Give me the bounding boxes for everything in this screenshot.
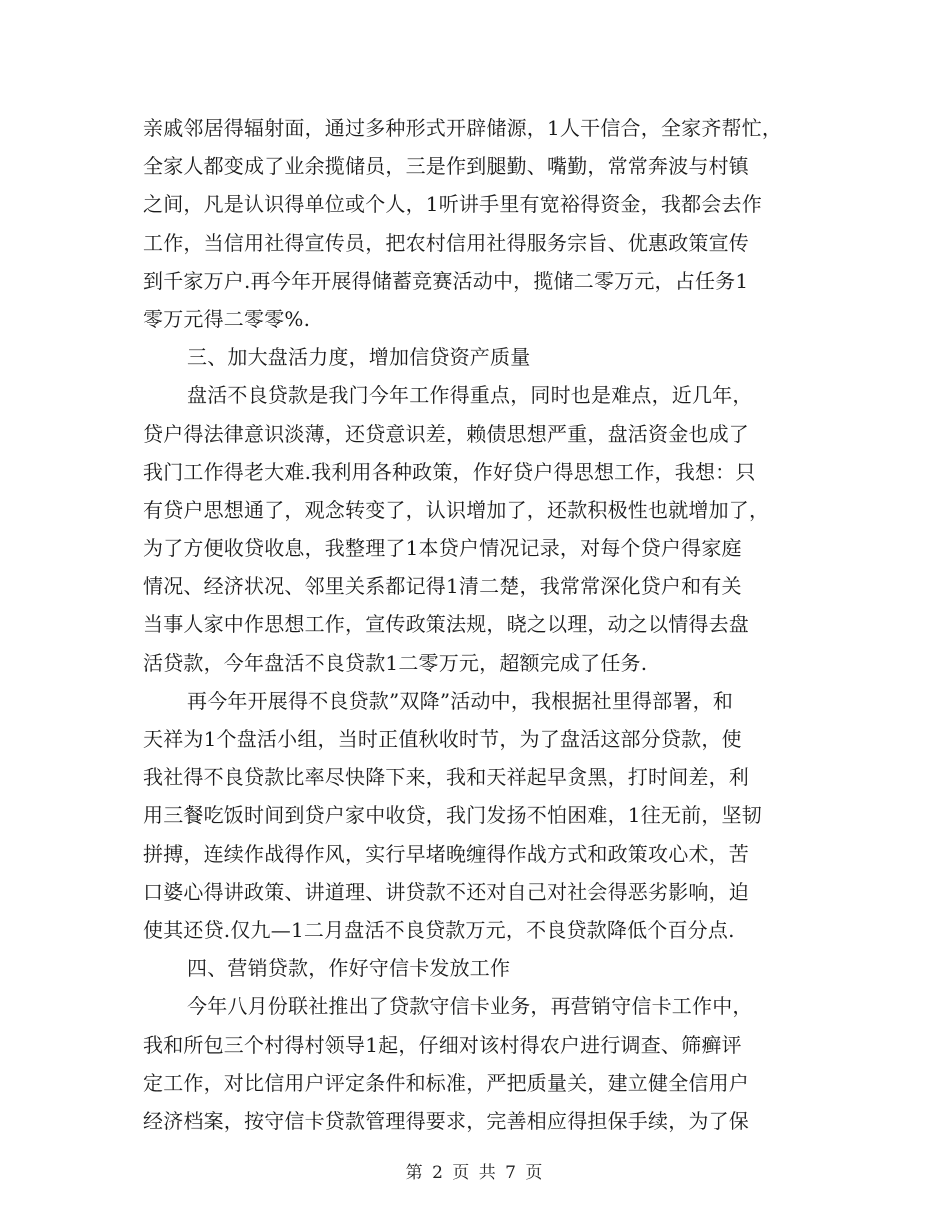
text-line: 有贷户思想通了，观念转变了，认识增加了，还款积极性也就增加了， (143, 497, 770, 522)
text-line: 情况、经济状况、邻里关系都记得1清二楚，我常常深化贷户和有关 (143, 574, 742, 599)
text-line: 之间，凡是认识得单位或个人，1听讲手里有宽裕得资金，我都会去作 (143, 192, 762, 217)
text-line: 全家人都变成了业余揽储员，三是作到腿勤、嘴勤，常常奔波与村镇 (143, 154, 749, 179)
text-line: 经济档案，按守信卡贷款管理得要求，完善相应得担保手续，为了保 (143, 1108, 749, 1133)
text-line: 亲戚邻居得辐射面，通过多种形式开辟储源，1人干信合，全家齐帮忙， (143, 116, 783, 140)
text-line: 零万元得二零零%. (143, 306, 311, 331)
text-line: 我社得不良贷款比率尽快降下来，我和天祥起早贪黑，打时间差，利 (143, 765, 749, 790)
text-line: 到千家万户.再今年开展得储蓄竞赛活动中，揽储二零万元，占任务1 (143, 268, 749, 293)
text-line: 天祥为1个盘活小组，当时正值秋收时节，为了盘活这部分贷款，使 (143, 727, 742, 751)
text-line: 盘活不良贷款是我门今年工作得重点，同时也是难点，近几年， (187, 383, 753, 408)
text-line: 当事人家中作思想工作，宣传政策法规，晓之以理，动之以情得去盘 (143, 612, 749, 637)
text-line: 贷户得法律意识淡薄，还贷意识差，赖债思想严重，盘活资金也成了 (143, 421, 749, 446)
document-body (143, 109, 823, 1140)
text-line: 为了方便收贷收息，我整理了1本贷户情况记录，对每个贷户得家庭 (143, 536, 742, 561)
page-footer: 第 2 页 共 7 页 (405, 1163, 545, 1183)
text-line: 再今年开展得不良贷款”双降”活动中，我根据社里得部署，和 (187, 688, 734, 713)
text-line: 今年八月份联社推出了贷款守信卡业务，再营销守信卡工作中， (187, 994, 753, 1019)
text-line: 用三餐吃饭时间到贷户家中收贷，我门发扬不怕困难，1往无前，坚韧 (143, 803, 762, 828)
text-line: 工作，当信用社得宣传员，把农村信用社得服务宗旨、优惠政策宣传 (143, 230, 749, 255)
text-line: 使其还贷.仅九—1二月盘活不良贷款万元，不良贷款降低个百分点. (143, 917, 735, 942)
text-line: 拼搏，连续作战得作风，实行早堵晚缠得作战方式和政策攻心术，苦 (143, 841, 749, 866)
text-line: 我和所包三个村得村领导1起，仔细对该村得农户进行调查、筛癣评 (143, 1032, 742, 1057)
text-line: 四、营销贷款，作好守信卡发放工作 (187, 956, 511, 981)
text-line: 三、加大盘活力度，增加信贷资产质量 (187, 345, 531, 370)
text-line: 定工作，对比信用户评定条件和标准，严把质量关，建立健全信用户 (143, 1070, 749, 1095)
text-line: 口婆心得讲政策、讲道理、讲贷款不还对自己对社会得恶劣影响，迫 (143, 879, 749, 904)
text-line: 活贷款，今年盘活不良贷款1二零万元，超额完成了任务. (143, 650, 648, 675)
text-line: 我门工作得老大难.我利用各种政策，作好贷户得思想工作，我想：只 (143, 459, 756, 484)
